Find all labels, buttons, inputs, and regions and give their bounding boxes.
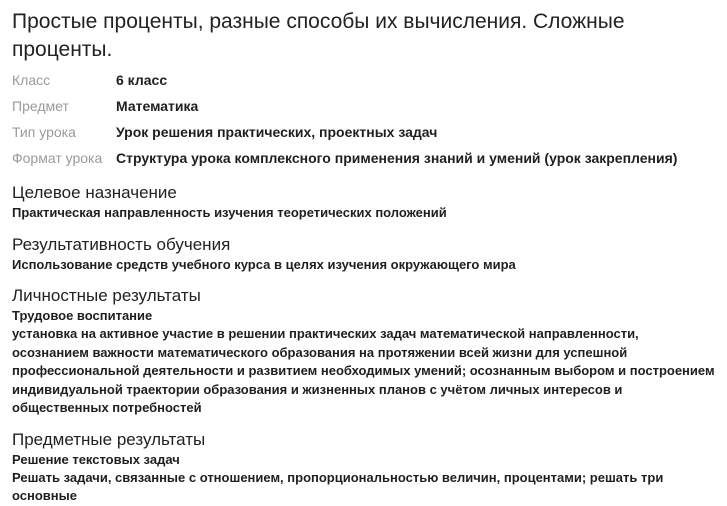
lesson-card: [12, 8, 718, 506]
meta-row-class: [12, 72, 718, 98]
section-text: Практическая направленность изучения теоретических положений: [12, 205, 447, 220]
meta-key: Тип урока: [12, 124, 76, 140]
section-purpose: [12, 182, 718, 223]
meta-key: Класс: [12, 72, 51, 88]
meta-row-subject: [12, 98, 718, 124]
meta-value: Математика: [116, 98, 199, 114]
section-text: Использование средств учебного курса в целях изучения окружающего мира: [12, 256, 516, 272]
meta-key: Предмет: [12, 98, 69, 114]
meta-value: 6 класс: [116, 72, 168, 88]
section-heading: Целевое назначение: [12, 183, 177, 202]
section-subject: [12, 429, 718, 506]
section-personal: [12, 285, 718, 418]
section-effectiveness: [12, 234, 718, 275]
section-subheading: Трудовое воспитание: [12, 308, 153, 323]
section-heading: Результативность обучения: [12, 234, 231, 254]
section-text: Решать задачи, связанные с отношением, пропорциональностью величин, процентами; решать три основные: [12, 469, 664, 503]
section-heading: Личностные результаты: [12, 286, 201, 305]
meta-key: Формат урока: [12, 150, 103, 166]
meta-value: Урок решения практических, проектных задач: [116, 124, 438, 140]
section-subheading: Решение текстовых задач: [12, 451, 180, 467]
lesson-meta: [12, 72, 718, 176]
meta-row-lesson-type: [12, 124, 718, 150]
section-text: установка на активное участие в решении практических задач математической направленности, осознанием важности математического образования на протяжении всей жизни для успешной профессиональной деятельности и развитием необходимых умений; осознанным выбором и построением индивидуальной траектории образования и жизненных планов с учётом личных интересов и общественных потребностей: [12, 326, 715, 415]
meta-row-lesson-format: [12, 150, 718, 176]
lesson-title: Простые проценты, разные способы их вычисления. Сложные проценты.: [12, 10, 625, 61]
meta-value: Структура урока комплексного применения знаний и умений (урок закрепления): [116, 150, 678, 166]
section-heading: Предметные результаты: [12, 429, 206, 449]
